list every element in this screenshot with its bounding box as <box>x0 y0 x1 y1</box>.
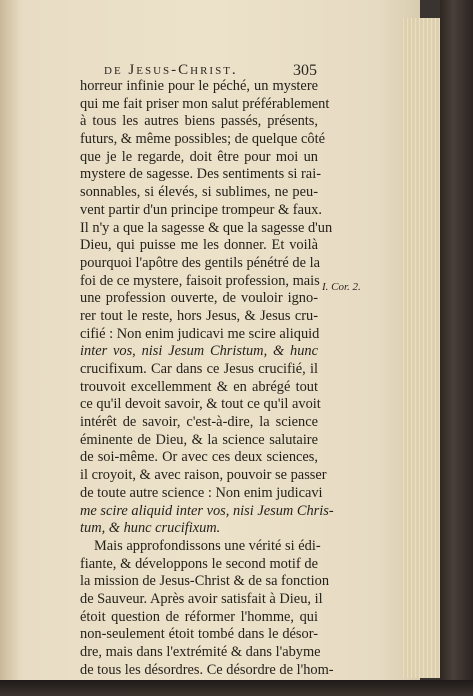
text-line: qui me fait priser mon salut préférablement <box>80 95 330 112</box>
text-line: intérêt de savoir, c'est-à-dire, la science <box>80 414 318 431</box>
text-line: la mission de Jesus-Christ & de sa fonction <box>80 573 330 590</box>
text-line: que je le regarde, doit être pour moi un <box>80 148 318 165</box>
text-line: étoit question de réformer l'homme, qui <box>80 608 318 625</box>
text-line: mystere de sagesse. Des sentiments si rai- <box>80 166 321 183</box>
text-line: Dieu, qui puisse me les donner. Et voilà <box>80 237 318 254</box>
text-line: ce qu'il devoit savoir, & tout ce qu'il avoit <box>80 396 321 413</box>
text-line: trouvoit excellemment & en abrégé tout <box>80 378 318 395</box>
text-line: foi de ce mystere, faisoit profession, mais <box>80 272 320 289</box>
text-line: de toute autre science : Non enim judicavi <box>80 484 323 501</box>
page-number: 305 <box>293 62 317 79</box>
text-line: de Sauveur. Après avoir satisfait à Dieu, il <box>80 590 323 607</box>
text-line: rer tout le reste, hors Jesus, & Jesus cru- <box>80 307 318 324</box>
text-line: vent partir d'un principe trompeur & faux. <box>80 201 322 218</box>
text-line: futurs, & même possibles; de quelque côté <box>80 131 325 148</box>
text-line: pourquoi l'apôtre des gentils pénétré de la <box>80 254 320 271</box>
text-line: horreur infinie pour le péché, un mystere <box>80 78 318 94</box>
text-line: crucifixum. Car dans ce Jesus crucifié, il <box>80 361 318 377</box>
page-edges <box>402 18 440 678</box>
text-line: sonnables, si élevés, si sublimes, ne peu- <box>80 184 318 201</box>
book-cover-bottom <box>0 680 473 696</box>
text-line: de tous les désordres. Ce désordre de l'hom- <box>80 661 334 678</box>
running-title: de Jesus-Christ. <box>104 62 238 78</box>
page-gutter <box>0 0 18 680</box>
text-line: non-seulement étoit tombé dans le désor- <box>80 626 318 643</box>
margin-note: I. Cor. 2. <box>322 281 361 293</box>
text-line: Il n'y a que la sagesse & que la sagesse d'un <box>80 219 333 236</box>
text-line: il croyoit, & avec raison, pouvoir se passer <box>80 467 327 484</box>
text-line: cifié : Non enim judicavi me scire aliquid <box>80 325 320 342</box>
text-line-latin: tum, & hunc crucifixum. <box>80 520 221 537</box>
text-line: de soi-même. Or avec ces deux sciences, <box>80 449 318 466</box>
text-line: Mais approfondissons une vérité si édi- <box>94 537 321 554</box>
text-line: éminente de Dieu, & la science salutaire <box>80 431 318 448</box>
text-line: à tous les autres biens passés, présents, <box>80 113 318 130</box>
text-line: une profession ouverte, de vouloir igno- <box>80 290 318 307</box>
text-line-latin: inter vos, nisi Jesum Christum, & hunc <box>80 343 318 360</box>
text-line-latin: me scire aliquid inter vos, nisi Jesum Chris- <box>80 502 334 519</box>
text-line: fiante, & développons le second motif de <box>80 555 318 572</box>
body-text <box>80 78 334 679</box>
book-cover-right <box>440 0 473 696</box>
text-line: dre, mais dans l'extrémité & dans l'abyme <box>80 644 321 660</box>
